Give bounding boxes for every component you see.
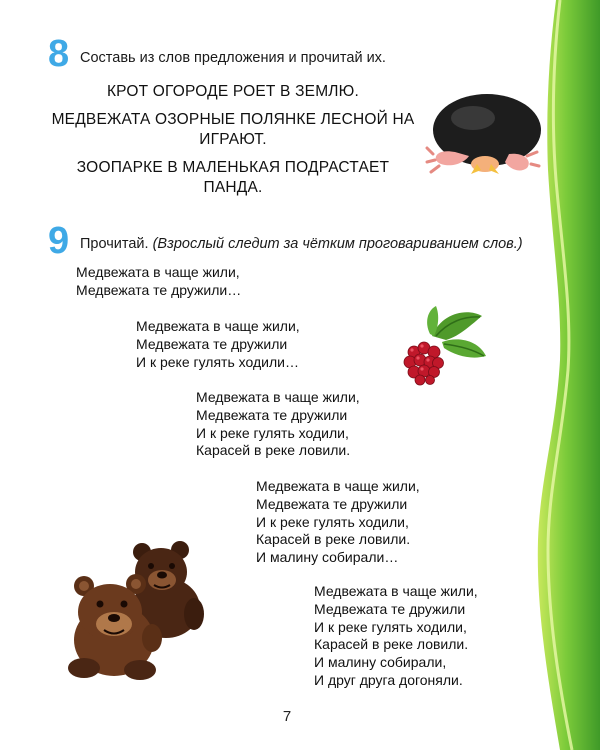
stanza-line: Карасей в реке ловили.: [256, 531, 411, 548]
stanza-line: И к реке гулять ходили,: [314, 618, 467, 635]
stanza-line: Медвежата в чаще жили,: [76, 264, 240, 280]
task-9-note: (Взрослый следит за чётким проговариванием слов.): [152, 236, 523, 252]
sentence-2: МЕДВЕЖАТА ОЗОРНЫЕ ПОЛЯНКЕ ЛЕСНОЙ НА ИГРАЮТ.: [51, 111, 415, 148]
raspberry-illustration-icon: [402, 306, 488, 386]
stanza-line: Медвежата в чаще жили,: [314, 583, 478, 599]
stanza-line: Медвежата те дружили: [136, 335, 288, 352]
task-9-instruction-line: [80, 235, 523, 253]
stanza-5: [314, 583, 478, 690]
sentence-1: КРОТ ОГОРОДЕ РОЕТ В ЗЕМЛЮ.: [106, 83, 360, 100]
task-8-number: 8: [48, 33, 70, 75]
bear-cubs-illustration-icon: [62, 540, 212, 685]
stanza-line: Карасей в реке ловили.: [196, 442, 351, 459]
stanza-3: [196, 389, 360, 460]
stanza-4: [256, 478, 420, 567]
stanza-line: Карасей в реке ловили.: [314, 636, 469, 653]
stanza-line: Медвежата в чаще жили,: [196, 389, 360, 405]
task-9-instruction: Прочитай.: [80, 236, 149, 252]
stanza-line: Медвежата те дружили: [314, 600, 466, 617]
stanza-line: И друг друга догоняли.: [314, 671, 463, 688]
stanza-line: И к реке гулять ходили,: [196, 424, 349, 441]
task-9-number: 9: [48, 220, 70, 262]
task-8-instruction: Составь из слов предложения и прочитай их.: [80, 50, 386, 66]
stanza-line: И к реке гулять ходили,: [256, 513, 409, 530]
stanza-line: Медвежата в чаще жили,: [256, 478, 420, 494]
sentence-3: ЗООПАРКЕ В МАЛЕНЬКАЯ ПОДРАСТАЕТ ПАНДА.: [76, 159, 390, 196]
page-number: 7: [282, 708, 292, 725]
stanza-2: [136, 318, 300, 371]
stanza-line: И малину собирали…: [256, 549, 399, 566]
mole-illustration-icon: [425, 82, 543, 182]
stanza-line: Медвежата те дружили: [196, 406, 348, 423]
stanza-line: И малину собирали,: [314, 654, 447, 671]
stanza-1: [76, 264, 241, 300]
stanza-line: Медвежата те дружили: [256, 495, 408, 512]
stanza-line: И к реке гулять ходили…: [136, 353, 299, 370]
stanza-line: Медвежата в чаще жили,: [136, 318, 300, 334]
stanza-line: Медвежата те дружили…: [76, 281, 242, 298]
